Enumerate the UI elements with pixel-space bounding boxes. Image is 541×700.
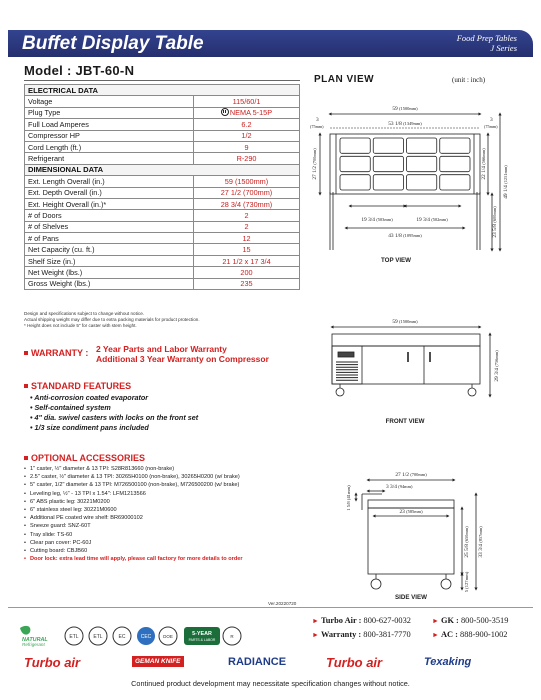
svg-text:CEC: CEC — [140, 634, 152, 640]
divider — [8, 607, 533, 608]
warranty-line: Additional 3 Year Warranty on Compressor — [96, 353, 269, 364]
cec-icon — [137, 627, 155, 645]
spec-value — [194, 278, 300, 289]
spec-label: Gross Weight (lbs.) — [25, 278, 194, 289]
spec-label: # of Shelves — [25, 221, 194, 232]
arrow-icon: ► — [312, 631, 319, 639]
dim-side-depth: 27 1/2 (700mm) — [395, 472, 427, 478]
svg-text:5-YEAR: 5-YEAR — [192, 631, 212, 637]
compressor-grille — [336, 362, 358, 380]
dim-depth: 27 1/2 (700mm) — [312, 148, 318, 180]
series-label — [457, 33, 517, 53]
spec-label: Voltage — [25, 96, 194, 107]
phone-number: 800-381-7770 — [363, 630, 411, 639]
spec-value — [194, 255, 300, 266]
contact-row: ► Warranty : 800-381-7770 ► AC : 888-900-1002 — [312, 630, 508, 639]
model-number: Model : JBT-60-N — [24, 63, 135, 78]
spec-label: Cord Length (ft.) — [25, 141, 194, 152]
turbo-air-logo: Turbo air — [24, 655, 81, 670]
version-label: Ver.20220720 — [268, 601, 297, 606]
spec-label: Ext. Height Overall (in.)* — [25, 198, 194, 209]
spec-row — [25, 141, 300, 152]
dim-overall-depth: 49 1/4 (1251mm) — [503, 165, 509, 199]
pan — [340, 175, 370, 190]
dim-right-edge-mm: (75mm) — [484, 124, 498, 129]
accessory-item: • Cutting board: CBJB60 — [24, 547, 314, 555]
spec-section-header — [25, 164, 300, 175]
spec-table — [24, 84, 300, 290]
dim-cabinet-height: 25 5/8 (650mm) — [464, 526, 470, 558]
features-list — [24, 393, 304, 433]
spec-value-text: 12 — [242, 233, 251, 243]
spec-section-title: DIMENSIONAL DATA — [25, 164, 300, 175]
spec-value-text: 28 3/4 (730mm) — [220, 199, 273, 209]
spec-section-title: ELECTRICAL DATA — [25, 85, 300, 96]
technical-drawings — [304, 100, 536, 600]
arrow-icon: ► — [432, 617, 439, 625]
spec-row — [25, 233, 300, 244]
svg-text:PARTS & LABOR: PARTS & LABOR — [188, 638, 216, 642]
turbo-air-logo-2: Turbo air — [326, 655, 383, 670]
pan — [407, 138, 437, 153]
svg-text:EC: EC — [118, 634, 126, 640]
spec-value-text: 2 — [244, 210, 249, 220]
spec-row — [25, 210, 300, 221]
spec-section-header — [25, 85, 300, 96]
warranty-text — [96, 345, 269, 364]
accessories-title — [24, 453, 314, 463]
spec-value-text: 27 1/2 (700mm) — [220, 188, 273, 198]
accessory-item: • 6" ABS plastic leg: 30221M0200 — [24, 498, 314, 506]
title-banner — [8, 30, 533, 57]
spec-value — [194, 233, 300, 244]
side-view-caption: SIDE VIEW — [395, 594, 427, 600]
accessory-item: • Clear pan cover: PC-60J — [24, 539, 314, 547]
svg-text:ETL: ETL — [93, 634, 103, 640]
dim-total-length: 59 (1500mm) — [392, 106, 418, 112]
etl-listed-icon — [89, 627, 107, 645]
spec-value — [194, 187, 300, 198]
dim-leg-span: 43 1/8 (1095mm) — [388, 233, 422, 239]
spec-row — [25, 198, 300, 209]
note: Actual shipping weight may differ due to extra packing materials for product protection. — [24, 317, 200, 322]
dim-total-height: 33 3/4 (857mm) — [478, 526, 484, 558]
accessories-list — [24, 465, 314, 563]
brand-logos — [24, 655, 524, 671]
spec-value — [194, 141, 300, 152]
spec-value — [194, 198, 300, 209]
geman-knife-logo: GEMAN KNIFE — [132, 656, 184, 667]
pan — [340, 156, 370, 171]
spec-value-text: 115/60/1 — [232, 97, 261, 107]
note: Design and specifications subject to change without notice. — [24, 311, 145, 316]
spec-row — [25, 153, 300, 164]
pan — [407, 175, 437, 190]
spec-value — [194, 267, 300, 278]
spec-row — [25, 176, 300, 187]
divider — [24, 80, 300, 81]
dim-inner-depth: 23 (585mm) — [399, 509, 423, 515]
spec-value-text: 1/2 — [241, 131, 252, 141]
plug-icon — [221, 108, 229, 116]
accessory-item: • 2.5" caster, ½" diameter & 13 TPI: 30265H0100 (non-brake), 30265H0200 (w/ brake) — [24, 473, 314, 481]
features-title — [24, 381, 304, 391]
dim-inner-length: 53 1/8 (1349mm) — [388, 121, 422, 127]
pan — [373, 156, 403, 171]
front-view-caption: FRONT VIEW — [385, 418, 425, 425]
spec-label: # of Doors — [25, 210, 194, 221]
spec-value-text: R-290 — [236, 154, 257, 164]
svg-text:NATURAL: NATURAL — [22, 637, 48, 643]
feature-item: • Anti-corrosion coated evaporator — [30, 393, 149, 402]
svg-text:Refrigerant: Refrigerant — [22, 642, 45, 647]
spec-value — [194, 210, 300, 221]
spec-value — [194, 107, 300, 118]
spec-value-text: NEMA 5-15P — [229, 108, 273, 118]
spec-row — [25, 96, 300, 107]
phone-number: 800-500-3519 — [460, 616, 509, 625]
pan — [373, 138, 403, 153]
bullet-square-icon — [24, 384, 28, 388]
spec-value — [194, 119, 300, 130]
spec-label: Refrigerant — [25, 153, 194, 164]
series-line-1: Food Prep Tables — [456, 33, 517, 43]
spec-label: # of Pans — [25, 233, 194, 244]
dim-front-height: 29 3/4 (756mm) — [494, 350, 500, 382]
spec-row — [25, 267, 300, 278]
warranty-label-text: WARRANTY : — [31, 348, 89, 358]
footer-disclaimer: Continued product development may necessitate specification changes without notice. — [131, 679, 410, 688]
pan — [407, 156, 437, 171]
dim-board-depth: 23 5/8 (600mm) — [492, 206, 498, 238]
accessory-item: • Tray slide: TS-60 — [24, 531, 314, 539]
top-view — [320, 114, 500, 250]
warranty-line: 2 Year Parts and Labor Warranty — [96, 344, 227, 354]
dim-guard: 1 5/8 (41mm) — [346, 485, 351, 511]
spec-row — [25, 221, 300, 232]
dim-left-edge: 3 — [316, 117, 319, 123]
spec-row — [25, 130, 300, 141]
dim-top-offset: 3 3/4 (94mm) — [386, 484, 413, 490]
spec-value — [194, 176, 300, 187]
certification-badges — [18, 624, 293, 648]
accessory-item: • 5" caster, 1/2" diameter & 13 TPI: M726500100 (non-brake), M726500200 (w/ brake) — [24, 481, 314, 489]
spec-label: Net Weight (lbs.) — [25, 267, 194, 278]
dim-right-edge: 3 — [490, 117, 493, 123]
contact-row: ► Turbo Air : 800-627-0032 ► GK : 800-500-3519 — [312, 616, 509, 625]
svg-text:ETL: ETL — [69, 634, 79, 640]
pan — [340, 138, 370, 153]
pan-grid — [340, 138, 470, 190]
spec-value-text: 235 — [240, 279, 253, 289]
phone-number: 800-627-0032 — [363, 616, 411, 625]
dim-front-width: 59 (1500mm) — [392, 319, 418, 325]
spec-value-text: 21 1/2 x 17 3/4 — [222, 256, 271, 266]
dim-leg-right: 19 3/4 (502mm) — [416, 217, 448, 223]
warranty-label — [24, 348, 88, 358]
spec-value-text: 2 — [244, 222, 249, 232]
dim-left-edge-mm: (75mm) — [310, 124, 324, 129]
pan — [440, 156, 470, 171]
standard-features — [24, 381, 304, 433]
spec-row — [25, 244, 300, 255]
spec-label: Net Capacity (cu. ft.) — [25, 244, 194, 255]
texaking-logo: Texaking — [424, 656, 472, 668]
spec-label: Full Load Amperes — [25, 119, 194, 130]
spec-notes — [24, 311, 300, 329]
spec-row — [25, 187, 300, 198]
doe-icon — [159, 627, 177, 645]
bullet-square-icon — [24, 456, 28, 460]
pan — [373, 175, 403, 190]
spec-value-text: 6.2 — [241, 119, 252, 129]
feature-item: • Self-contained system — [30, 403, 111, 412]
spec-row — [25, 278, 300, 289]
accessory-item: • Sneeze guard: SNZ-60T — [24, 522, 314, 530]
arrow-icon: ► — [312, 617, 319, 625]
spec-value-text: 9 — [244, 142, 249, 152]
spec-value-text: 15 — [242, 245, 251, 255]
series-line-2: J Series — [490, 43, 517, 53]
accessory-item: • 6" stainless steel leg: 30221M0600 — [24, 506, 314, 514]
spec-label: Plug Type — [25, 107, 194, 118]
dim-caster: 5 (127mm) — [464, 571, 469, 593]
unit-note: (unit : inch) — [452, 76, 486, 84]
accessory-item: • Leveling leg, ½" - 13 TPI x 1.54": LFM1213566 — [24, 490, 314, 498]
contact-info — [312, 614, 534, 642]
spec-value — [194, 130, 300, 141]
feature-item: • 4" dia. swivel casters with locks on the front set — [30, 413, 199, 422]
spec-value — [194, 96, 300, 107]
spec-label: Shelf Size (in.) — [25, 255, 194, 266]
spec-label: Ext. Depth Overall (in.) — [25, 187, 194, 198]
spec-value — [194, 244, 300, 255]
features-title-text: STANDARD FEATURES — [31, 381, 132, 391]
dim-leg-left: 19 3/4 (503mm) — [361, 217, 393, 223]
spec-label: Ext. Length Overall (in.) — [25, 176, 194, 187]
radiance-logo: RADIANCE — [228, 656, 287, 668]
phone-number: 888-900-1002 — [460, 630, 508, 639]
page-title: Buffet Display Table — [22, 33, 204, 54]
natural-refrigerant-logo — [20, 626, 48, 647]
spec-row — [25, 119, 300, 130]
bullet-square-icon — [24, 351, 28, 355]
warranty-year-badge — [184, 627, 220, 645]
spec-row — [25, 107, 300, 118]
accessory-item: • Additional PE coated wire shelf: BR69000102 — [24, 514, 314, 522]
spec-value — [194, 221, 300, 232]
spec-label: Compressor HP — [25, 130, 194, 141]
feature-item: • 1/3 size condiment pans included — [30, 423, 149, 432]
spec-value-text: 200 — [240, 267, 253, 277]
optional-accessories — [24, 453, 314, 563]
svg-text:DOE: DOE — [163, 634, 173, 639]
accessories-title-text: OPTIONAL ACCESSORIES — [31, 453, 146, 463]
etl-sanitation-icon — [65, 627, 83, 645]
pan — [440, 138, 470, 153]
refrigerant-icon — [223, 627, 241, 645]
top-view-caption: TOP VIEW — [380, 257, 412, 264]
svg-text:R: R — [230, 634, 234, 639]
accessory-item: • 1" caster, ½" diameter & 13 TPI: S28R813660 (non-brake) — [24, 465, 314, 473]
dim-pan-depth: 22 1/4 (566mm) — [481, 148, 487, 180]
accessory-door-lock-note: • Door lock: extra lead time will apply, please call factory for more details to order — [24, 555, 314, 563]
note: * Height does not include 5" for caster with stem height. — [24, 323, 137, 328]
plan-view-title: PLAN VIEW — [314, 74, 375, 85]
pan — [440, 175, 470, 190]
spec-value-text: 59 (1500mm) — [224, 176, 269, 186]
energy-icon — [113, 627, 131, 645]
spec-row — [25, 255, 300, 266]
arrow-icon: ► — [432, 631, 439, 639]
side-view — [356, 480, 476, 589]
spec-value — [194, 153, 300, 164]
